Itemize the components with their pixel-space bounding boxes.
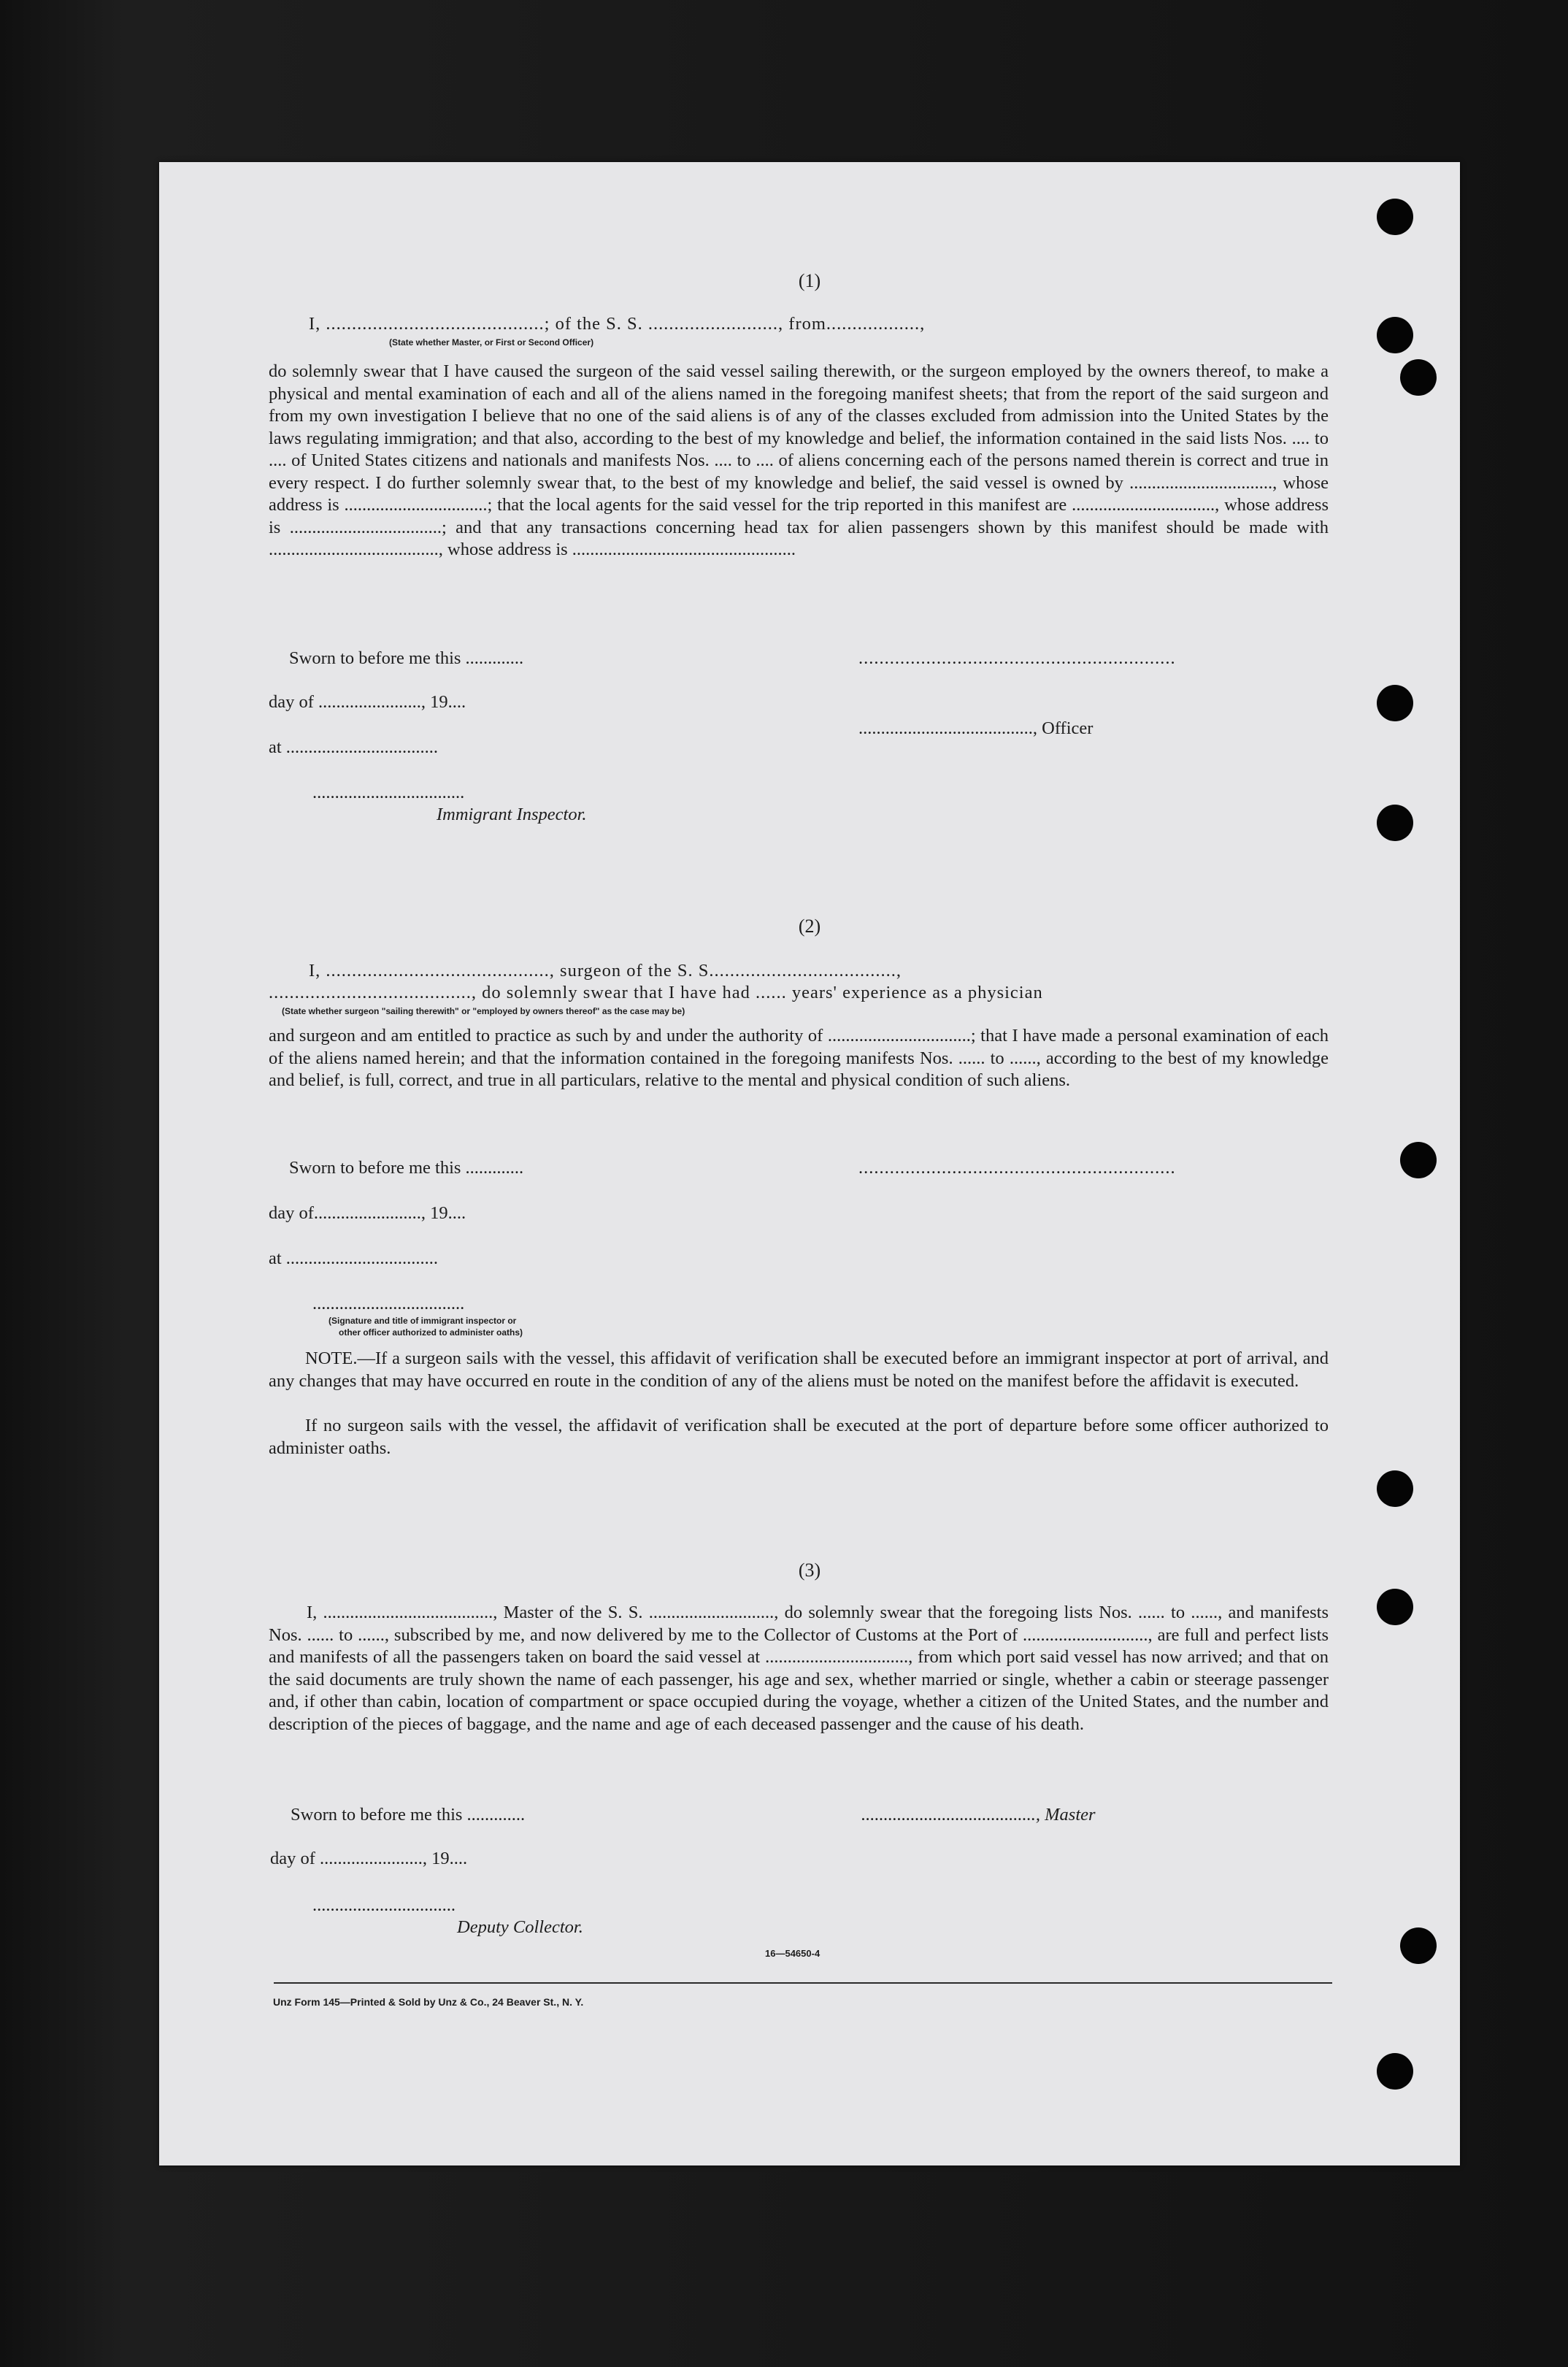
sworn-line: Sworn to before me this .............: [289, 1158, 524, 1178]
section-number: (3): [798, 1560, 821, 1581]
day-line: day of ......................., 19....: [270, 1849, 468, 1868]
inspector-title: Immigrant Inspector.: [437, 805, 587, 824]
binder-hole: [1377, 2053, 1413, 2090]
note-paragraph: If no surgeon sails with the vessel, the affidavit of verification shall be executed at the port of departure before some officer authorized to administer oaths.: [269, 1416, 1329, 1458]
day-line: day of........................, 19....: [269, 1203, 466, 1223]
binder-hole: [1400, 1927, 1437, 1964]
binder-hole: [1377, 317, 1413, 353]
binder-hole: [1377, 805, 1413, 841]
collector-title: Deputy Collector.: [457, 1917, 583, 1937]
collector-signature-line: ................................: [312, 1895, 456, 1915]
binder-hole: [1377, 685, 1413, 721]
section-number: (1): [798, 270, 821, 291]
sworn-line: Sworn to before me this .............: [291, 1805, 526, 1825]
section-number: (2): [798, 916, 821, 937]
signature-caption: other officer authorized to administer oaths): [339, 1327, 523, 1338]
master-oath-body: I, ......................................, Master of the S. S. ............................, do solemnly swear that the foregoing lists Nos. ...... to ......, and manifests Nos. ...... to ......, subscribed by me, and now delivered by me to the Collector of Customs at the Port of ............................, are full and perfect lists and manifests of all the passengers taken on board the said vessel at ................................, from which port said vessel has now arrived; and that on the said documents are truly shown the name of each passenger, his age and sex, whether married or single, whether a cabin or steerage passenger and, if other than cabin, location of compartment or space occupied during the voyage, whether a citizen of the United States, and the number and description of the pieces of baggage, and the name and age of each deceased passenger and the cause of his death.: [269, 1603, 1329, 1734]
oath-body: do solemnly swear that I have caused the surgeon of the said vessel sailing therewith, or the surgeon employed by the owners thereof, to make a physical and mental examination of each and all of the aliens named in the foregoing manifest sheets; that from the report of the said surgeon and from my own investigation I believe that no one of the said aliens is of any of the classes excluded from admission into the United States by the laws regulating immigration; and that also, according to the best of my knowledge and belief, the information contained in the said lists Nos. .... to .... of United States citizens and nationals and manifests Nos. .... to .... of aliens concerning each of the persons named therein is correct and true in every respect. I do further solemnly swear that, to the best of my knowledge and belief, the said vessel is owned by ................................, whose address is ................................; that the local agents for the said vessel for the trip reported in this manifest are ................................, whose address is ..................................; and that any transactions concerning head tax for alien passengers shown by this manifest should be made with ......................................, whose address is ..................................................: [269, 361, 1329, 559]
surgeon-opening-line: I, ..........................................., surgeon of the S. S....................................,: [309, 961, 902, 981]
master-signature-line: ......................................., Master: [861, 1805, 1096, 1825]
official-signature-line: ..................................: [312, 1294, 465, 1313]
signature-caption: (Signature and title of immigrant inspector or: [328, 1316, 517, 1326]
at-line: at ..................................: [269, 1248, 439, 1268]
signature-line: .............................................................: [858, 648, 1176, 668]
surgeon-oath-body: and surgeon and am entitled to practice as such by and under the authority of ................................; that I have made a personal examination of each of the aliens named herein; and that the information contained in the foregoing manifests Nos. ...... to ......, according to the best of my knowledge and belief, is full, correct, and true in all particulars, relative to the mental and physical condition of such aliens.: [269, 1026, 1329, 1090]
day-line: day of ......................., 19....: [269, 692, 466, 712]
at-line: at ..................................: [269, 737, 439, 757]
manifest-affidavit-page: [159, 162, 1460, 2165]
binder-hole: [1377, 1470, 1413, 1507]
printer-imprint: Unz Form 145—Printed & Sold by Unz & Co., 24 Beaver St., N. Y.: [273, 1996, 584, 2008]
surgeon-second-line: ......................................., do solemnly swear that I have had ...... years' experience as a physician: [269, 983, 1043, 1002]
form-reference-number: 16—54650-4: [765, 1948, 820, 1959]
sworn-line: Sworn to before me this .............: [289, 648, 524, 668]
binder-hole: [1377, 1589, 1413, 1625]
field-caption: (State whether Master, or First or Second Officer): [389, 337, 594, 348]
oath-opening-line: I, ..........................................; of the S. S. ........................., from..................,: [309, 314, 926, 334]
binder-hole: [1400, 359, 1437, 396]
signature-line: .............................................................: [858, 1158, 1176, 1178]
inspector-signature-line: ..................................: [312, 783, 465, 802]
binder-hole: [1400, 1142, 1437, 1178]
footer-rule: [274, 1982, 1332, 1984]
field-caption: (State whether surgeon "sailing therewith" or "employed by owners thereof" as the case may be): [282, 1006, 685, 1016]
binder-hole: [1377, 199, 1413, 235]
officer-line: ......................................., Officer: [858, 718, 1094, 738]
note-paragraph: NOTE.—If a surgeon sails with the vessel, this affidavit of verification shall be executed before an immigrant inspector at port of arrival, and any changes that may have occurred en route in the condition of any of the aliens must be noted on the manifest before the affidavit is executed.: [269, 1349, 1329, 1391]
